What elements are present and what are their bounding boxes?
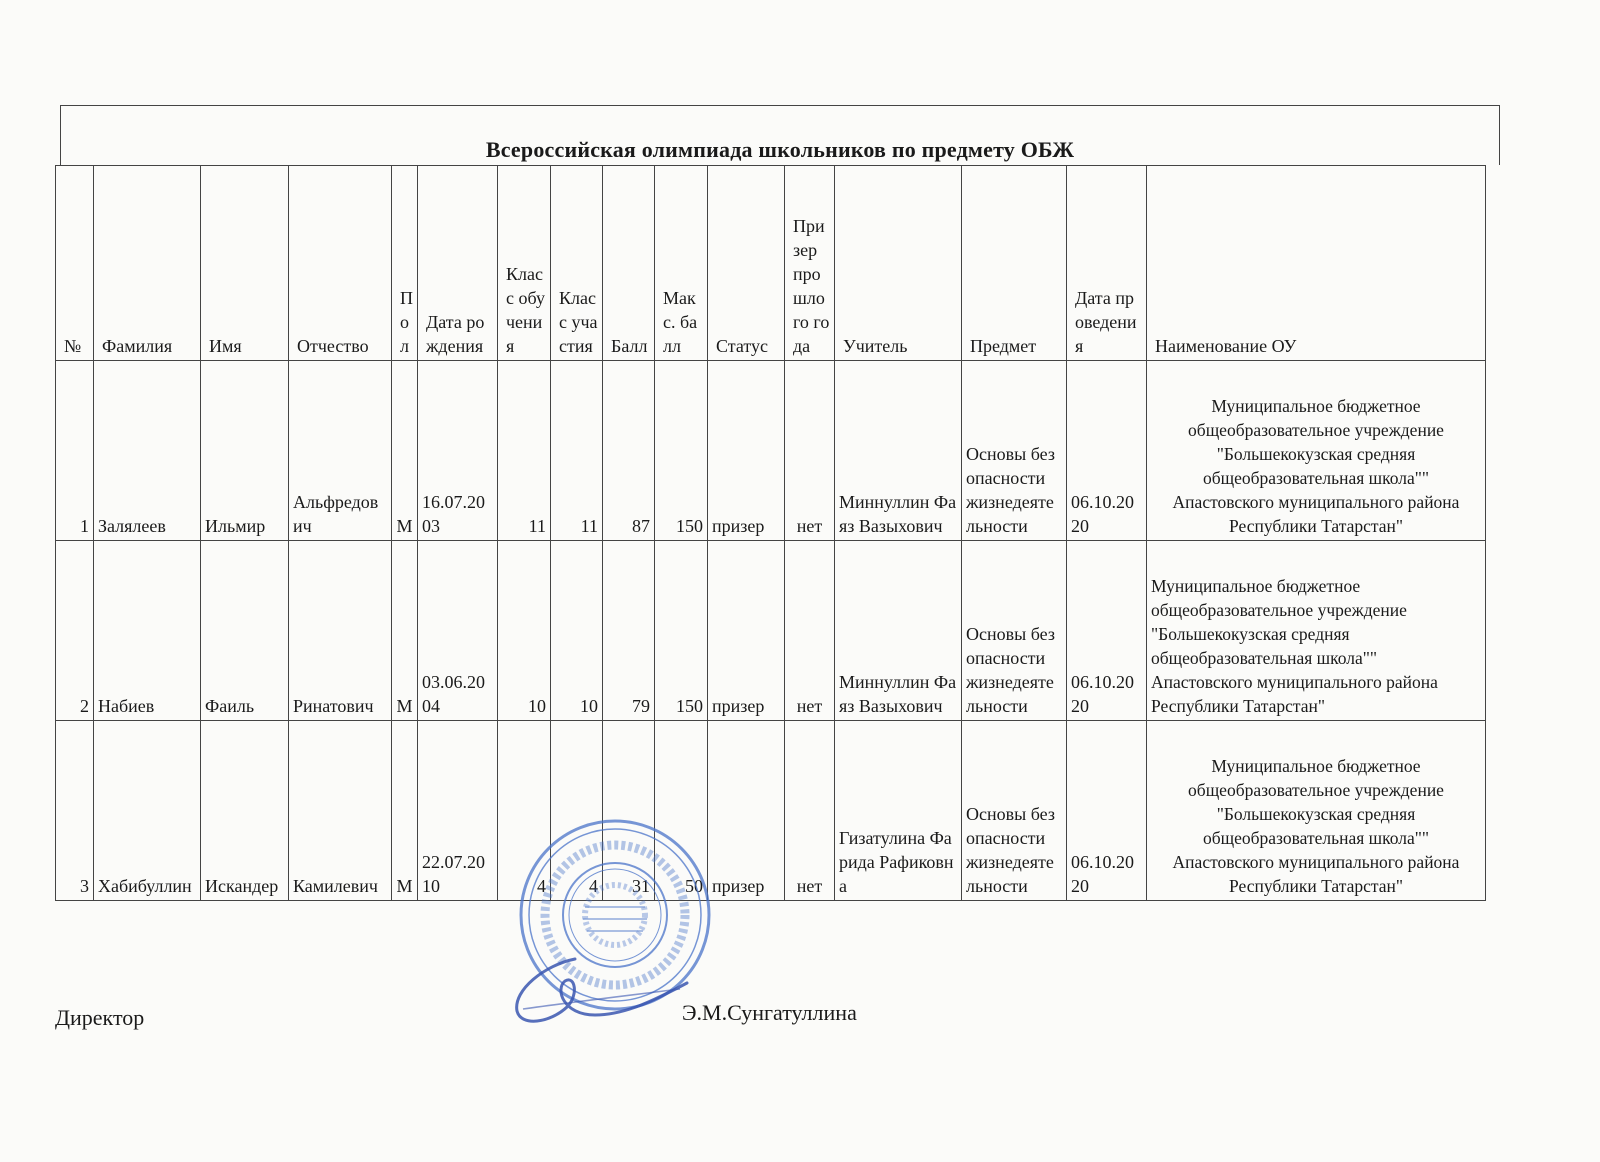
- score: 87: [603, 361, 655, 541]
- teacher: Гизатулина Фарида Рафиковна: [835, 721, 962, 901]
- first-name: Ильмир: [201, 361, 289, 541]
- first-name: Фаиль: [201, 541, 289, 721]
- header-cell: Статус: [708, 166, 785, 361]
- signature-icon: [505, 945, 695, 1030]
- header-cell: Отчество: [289, 166, 392, 361]
- header-cell: Учитель: [835, 166, 962, 361]
- school-name: Муниципальное бюджетное общеобразовательное учреждение "Большекокузская средняя общеобразовательная школа"" Апастовского муниципального района Республики Татарстан": [1147, 721, 1486, 901]
- status: призер: [708, 541, 785, 721]
- class-participation: 4: [551, 721, 603, 901]
- status: призер: [708, 361, 785, 541]
- subject: Основы безопасности жизнедеятельности: [962, 721, 1067, 901]
- header-cell: Дата проведения: [1067, 166, 1147, 361]
- max-score: 150: [655, 541, 708, 721]
- previous-winner: нет: [785, 721, 835, 901]
- director-name: Э.М.Сунгатуллина: [682, 1000, 857, 1025]
- header-cell: Фамилия: [94, 166, 201, 361]
- title-box: [60, 105, 1500, 165]
- middle-name: Альфредович: [289, 361, 392, 541]
- subject: Основы безопасности жизнедеятельности: [962, 361, 1067, 541]
- header-cell: Дата рождения: [418, 166, 498, 361]
- row-number: 3: [56, 721, 94, 901]
- max-score: 150: [655, 361, 708, 541]
- middle-name: Ринатович: [289, 541, 392, 721]
- school-name: Муниципальное бюджетное общеобразовательное учреждение "Большекокузская средняя общеобразовательная школа"" Апастовского муниципального района Республики Татарстан": [1147, 361, 1486, 541]
- header-cell: Класс обучения: [498, 166, 551, 361]
- row-number: 1: [56, 361, 94, 541]
- header-cell: Имя: [201, 166, 289, 361]
- score: 79: [603, 541, 655, 721]
- status: призер: [708, 721, 785, 901]
- event-date: 06.10.2020: [1067, 541, 1147, 721]
- birth-date: 16.07.2003: [418, 361, 498, 541]
- score: 31: [603, 721, 655, 901]
- header-cell: №: [56, 166, 94, 361]
- last-name: Набиев: [94, 541, 201, 721]
- header-cell: Призер прошлого года: [785, 166, 835, 361]
- header-cell: Предмет: [962, 166, 1067, 361]
- header-cell: Пол: [392, 166, 418, 361]
- birth-date: 03.06.2004: [418, 541, 498, 721]
- teacher: Миннуллин Фаяз Вазыхович: [835, 361, 962, 541]
- gender: М: [392, 721, 418, 901]
- gender: М: [392, 361, 418, 541]
- row-number: 2: [56, 541, 94, 721]
- header-row: [56, 166, 1486, 361]
- school-name: Муниципальное бюджетное общеобразовательное учреждение "Большекокузская средняя общеобразовательная школа"" Апастовского муниципального района Республики Татарстан": [1147, 541, 1486, 721]
- previous-winner: нет: [785, 361, 835, 541]
- table-row: [56, 361, 1486, 541]
- previous-winner: нет: [785, 541, 835, 721]
- olympiad-results-table: [55, 165, 1486, 901]
- first-name: Искандер: [201, 721, 289, 901]
- max-score: 50: [655, 721, 708, 901]
- header-cell: Балл: [603, 166, 655, 361]
- class-study: 10: [498, 541, 551, 721]
- class-study: 4: [498, 721, 551, 901]
- table-row: [56, 541, 1486, 721]
- event-date: 06.10.2020: [1067, 361, 1147, 541]
- header-cell: Макс. балл: [655, 166, 708, 361]
- class-participation: 10: [551, 541, 603, 721]
- event-date: 06.10.2020: [1067, 721, 1147, 901]
- gender: М: [392, 541, 418, 721]
- header-cell: Класс участия: [551, 166, 603, 361]
- birth-date: 22.07.2010: [418, 721, 498, 901]
- middle-name: Камилевич: [289, 721, 392, 901]
- subject: Основы безопасности жизнедеятельности: [962, 541, 1067, 721]
- last-name: Хабибуллин: [94, 721, 201, 901]
- teacher: Миннуллин Фаяз Вазыхович: [835, 541, 962, 721]
- class-study: 11: [498, 361, 551, 541]
- last-name: Залялеев: [94, 361, 201, 541]
- table-row: [56, 721, 1486, 901]
- header-cell: Наименование ОУ: [1147, 166, 1486, 361]
- class-participation: 11: [551, 361, 603, 541]
- director-label: Директор: [55, 1005, 145, 1030]
- document-title: Всероссийская олимпиада школьников по предмету ОБЖ: [485, 137, 1075, 162]
